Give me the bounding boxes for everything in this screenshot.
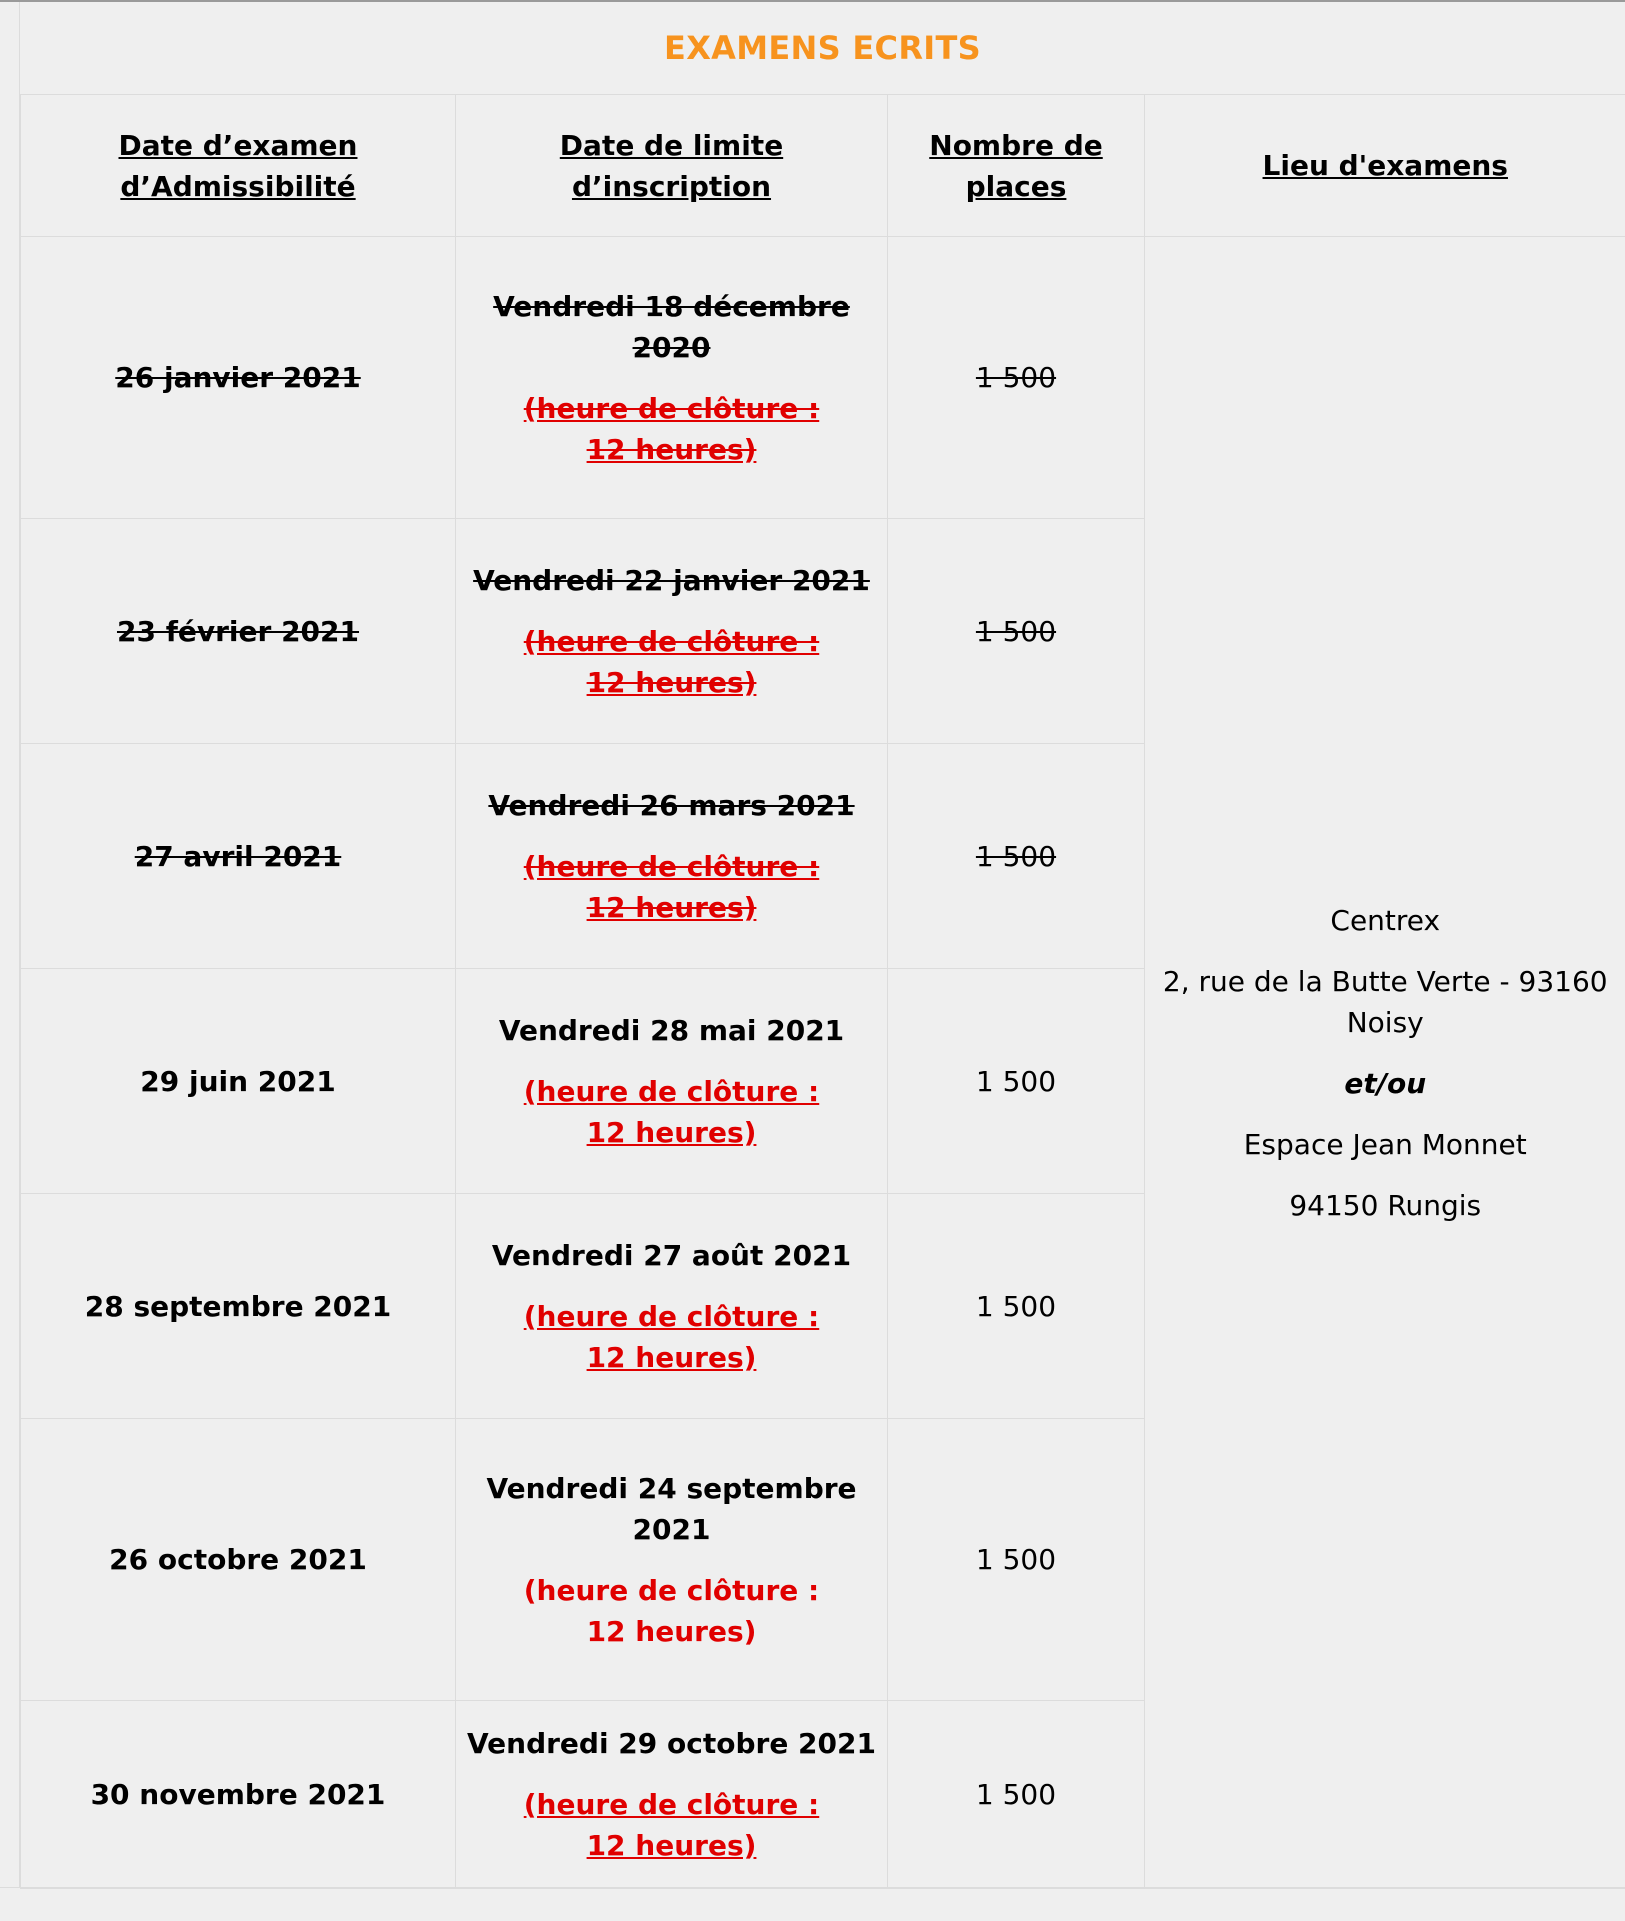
closing-time-note: (heure de clôture : 12 heures) xyxy=(523,624,820,699)
places-cell: 1 500 xyxy=(888,744,1145,969)
admission-date-cell: 30 novembre 2021 xyxy=(21,1701,456,1889)
admission-date-cell: 29 juin 2021 xyxy=(21,969,456,1194)
admission-date-cell: 26 octobre 2021 xyxy=(21,1419,456,1701)
admission-date-cell: 27 avril 2021 xyxy=(21,744,456,969)
deadline-date: Vendredi 27 août 2021 xyxy=(491,1238,852,1272)
header-row xyxy=(21,95,1625,237)
deadline-cell xyxy=(456,1419,888,1701)
location-alt-name: Espace Jean Monnet xyxy=(1243,1127,1527,1161)
location-name: Centrex xyxy=(1330,903,1441,937)
header-admission-date: Date d’examen d’Admissibilité xyxy=(21,95,456,237)
closing-time-note: (heure de clôture : 12 heures) xyxy=(523,849,820,924)
places-cell: 1 500 xyxy=(888,1194,1145,1419)
places-cell: 1 500 xyxy=(888,237,1145,519)
admission-date-cell: 23 février 2021 xyxy=(21,519,456,744)
exam-location-cell xyxy=(1145,237,1625,1889)
admission-date-cell: 28 septembre 2021 xyxy=(21,1194,456,1419)
location-conjunction: et/ou xyxy=(1344,1066,1427,1100)
deadline-cell xyxy=(456,1701,888,1889)
header-places: Nombre de places xyxy=(888,95,1145,237)
deadline-date: Vendredi 29 octobre 2021 xyxy=(467,1727,876,1760)
closing-time-note: (heure de clôture : 12 heures) xyxy=(523,1573,820,1648)
location-address: 2, rue de la Butte Verte - 93160 Noisy xyxy=(1162,964,1608,1039)
location-alt-city: 94150 Rungis xyxy=(1289,1188,1482,1222)
places-cell: 1 500 xyxy=(888,1419,1145,1701)
closing-time-note: (heure de clôture : 12 heures) xyxy=(523,1788,820,1862)
deadline-date: Vendredi 26 mars 2021 xyxy=(488,788,855,822)
deadline-date: Vendredi 18 décembre 2020 xyxy=(493,289,850,364)
places-cell: 1 500 xyxy=(888,519,1145,744)
deadline-cell xyxy=(456,519,888,744)
deadline-date: Vendredi 22 janvier 2021 xyxy=(473,563,870,597)
deadline-cell xyxy=(456,237,888,519)
deadline-cell xyxy=(456,969,888,1194)
exam-schedule-table xyxy=(20,94,1625,1889)
closing-time-note: (heure de clôture : 12 heures) xyxy=(523,391,820,466)
header-location: Lieu d'examens xyxy=(1145,95,1625,237)
header-registration-deadline: Date de limite d’inscription xyxy=(456,95,888,237)
table-title: EXAMENS ECRITS xyxy=(664,29,981,67)
places-cell: 1 500 xyxy=(888,969,1145,1194)
deadline-cell xyxy=(456,744,888,969)
closing-time-note: (heure de clôture : 12 heures) xyxy=(523,1074,820,1149)
table-row xyxy=(21,237,1625,519)
deadline-cell xyxy=(456,1194,888,1419)
closing-time-note: (heure de clôture : 12 heures) xyxy=(523,1299,820,1374)
deadline-date: Vendredi 28 mai 2021 xyxy=(498,1013,845,1047)
places-cell: 1 500 xyxy=(888,1701,1145,1889)
deadline-date: Vendredi 24 septembre 2021 xyxy=(486,1471,857,1546)
admission-date-cell: 26 janvier 2021 xyxy=(21,237,456,519)
